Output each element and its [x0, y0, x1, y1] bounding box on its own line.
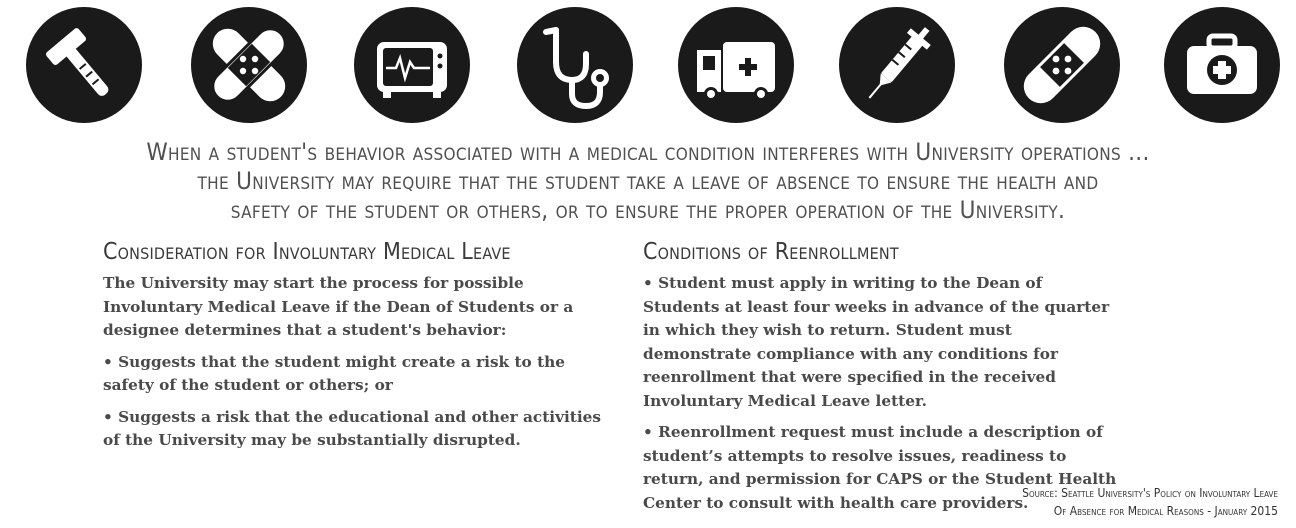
bullet-item: • Reenrollment request must include a description of student’s attempts to resolve issues, readiness to return, and permission for CAPS or the Student Health Center to consult with health care providers.: [643, 423, 1117, 512]
syringe-icon: [838, 6, 956, 124]
first-aid-kit-icon: [1163, 6, 1281, 124]
source-citation: [1022, 484, 1278, 520]
bullet-item: • Student must apply in writing to the Dean of Students at least four weeks in advance of the quarter in which they wish to return. Student must demonstrate compliance with any conditions for reenrollment that were specified in the received Involuntary Medical Leave letter.: [643, 274, 1110, 410]
section-intro: The University may start the process for possible Involuntary Medical Leave if the Dean of Students or a designee determines that a student's behavior:: [103, 274, 574, 339]
section-title: Conditions of Reenrollment: [643, 239, 899, 265]
icon-strip: [0, 0, 1296, 130]
bandage-icon: [1003, 6, 1121, 124]
reenrollment-section: [643, 238, 1121, 523]
headline-line-2: the University may require that the student take a leave of absence to ensure the health and: [197, 167, 1099, 195]
stethoscope-icon: [516, 6, 634, 124]
bandage-cross-icon: [190, 6, 308, 124]
headline: [60, 138, 1236, 225]
heart-monitor-icon: [353, 6, 471, 124]
involuntary-leave-section: [103, 238, 618, 461]
bullet-item: • Suggests that the student might create a risk to the safety of the student or others; or: [103, 352, 565, 394]
hammer-icon: [25, 6, 143, 124]
ambulance-icon: [677, 6, 795, 124]
source-line-2: Of Absence for Medical Reasons - January 2015: [1053, 504, 1278, 518]
bullet-item: • Suggests a risk that the educational and other activities of the University may be substantially disrupted.: [103, 407, 602, 449]
headline-line-3: safety of the student or others, or to ensure the proper operation of the University.: [230, 196, 1066, 224]
headline-line-1: When a student's behavior associated with a medical condition interferes with University operations ...: [146, 138, 1150, 166]
section-title: Consideration for Involuntary Medical Leave: [103, 239, 511, 265]
source-line-1: Source: Seattle University's Policy on Involuntary Leave: [1022, 486, 1278, 500]
